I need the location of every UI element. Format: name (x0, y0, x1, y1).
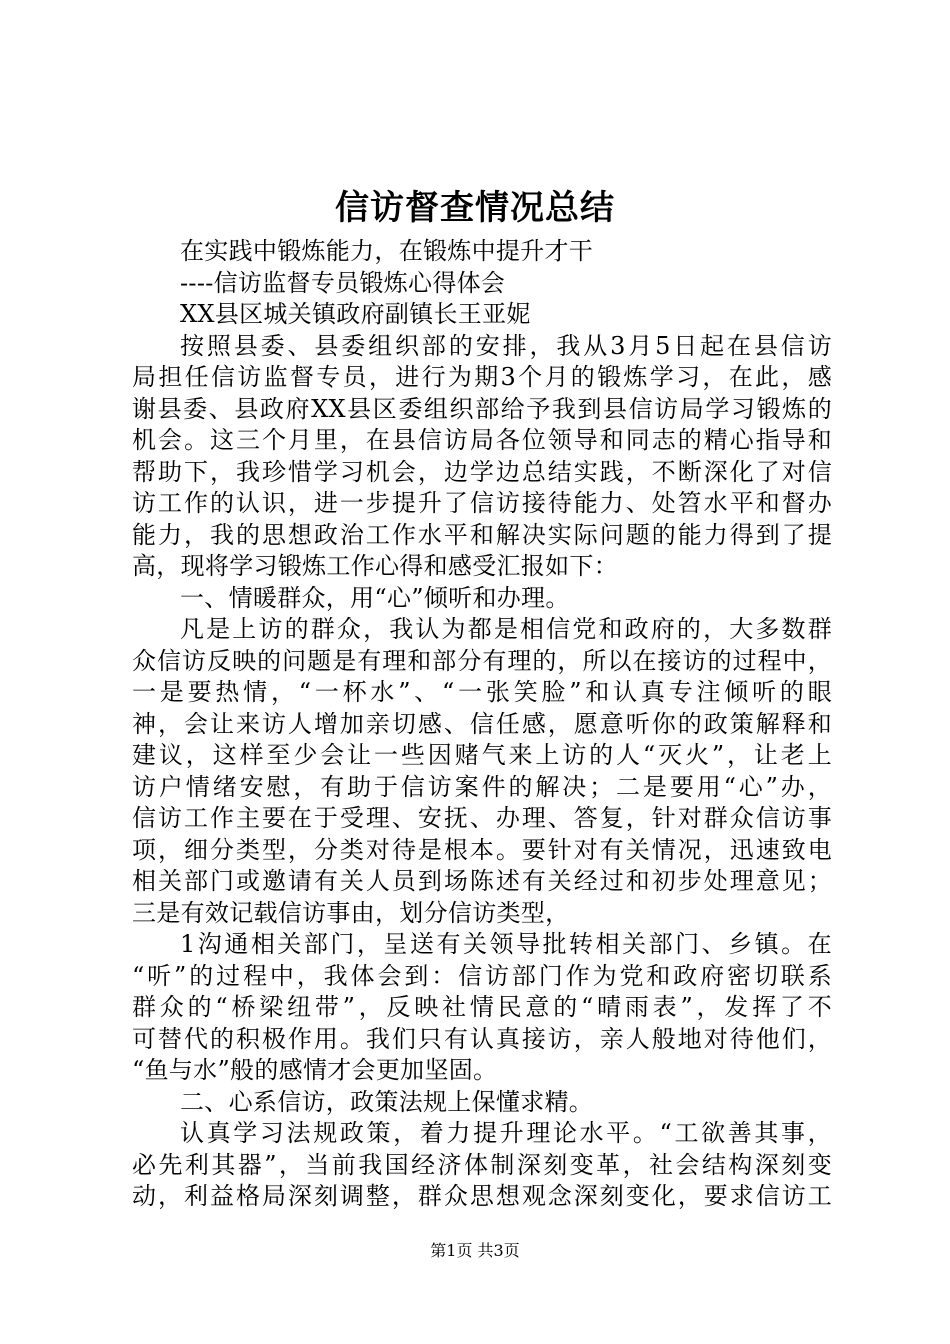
text-line: 认真学习法规政策，着力提升理论水平。“工欲善其事， (180, 1119, 832, 1147)
text-line: 群众的“桥梁纽带”，反映社情民意的“晴雨表”，发挥了不 (132, 993, 832, 1021)
text-line: 一、情暖群众，用“心”倾听和办理。 (180, 583, 570, 612)
text-line: XX县区城关镇政府副镇长王亚妮 (180, 300, 531, 328)
text-line: 相关部门或邀请有关人员到场陈述有关经过和初步处理意见； (132, 867, 832, 895)
text-line: 访户情绪安慰，有助于信访案件的解决；二是要用“心”办， (132, 772, 832, 801)
text-line: 必先利其器”，当前我国经济体制深刻变革，社会结构深刻变 (132, 1150, 832, 1179)
text-line: ----信访监督专员锻炼心得体会 (180, 268, 506, 297)
text-line: 访工作的认识，进一步提升了信访接待能力、处笤水平和督办 (132, 489, 832, 517)
text-line: 可替代的积极作用。我们只有认真接访，亲人般地对待他们， (132, 1024, 832, 1053)
text-line: 众信访反映的问题是有理和部分有理的，所以在接访的过程中， (132, 646, 832, 675)
document-body (132, 236, 832, 1213)
text-line: 二、心系信访，政策法规上保懂求精。 (180, 1087, 594, 1116)
text-line: 谢县委、县政府XX县区委组织部给予我到县信访局学习锻炼的 (132, 394, 832, 423)
text-line: 能力，我的思想政治工作水平和解决实际问题的能力得到了提 (132, 520, 832, 549)
text-line: 帮助下，我珍惜学习机会，边学边总结实践，不断深化了对信 (132, 457, 832, 486)
text-line: 神，会让来访人增加亲切感、信任感，愿意听你的政策解释和 (132, 709, 832, 738)
page-footer: 第1页 共3页 (430, 1241, 520, 1260)
text-line: 1沟通相关部门，呈送有关领导批转相关部门、乡镇。在 (180, 930, 832, 958)
text-line: 高，现将学习锻炼工作心得和感受汇报如下： (132, 552, 618, 580)
text-line: “听”的过程中，我体会到：信访部门作为党和政府密切联系 (132, 961, 832, 990)
text-line: “鱼与水”般的感情才会更加坚固。 (132, 1056, 498, 1084)
text-line: 建议，这样至少会让一些因赌气来上访的人“灭火”，让老上 (132, 741, 832, 769)
text-line: 一是要热情，“一杯水”、“一张笑脸”和认真专注倾听的眼 (132, 678, 832, 706)
text-line: 凡是上访的群众，我认为都是相信党和政府的，大多数群 (180, 615, 832, 643)
text-line: 局担任信访监督专员，进行为期3个月的锻炼学习，在此，感 (132, 363, 832, 391)
text-line: 三是有效记载信访事由，划分信访类型， (132, 898, 570, 927)
document-title: 信访督查情况总结 (335, 188, 615, 228)
text-line: 在实践中锻炼能力，在锻炼中提升才干 (180, 237, 594, 265)
text-line: 动，利益格局深刻调整，群众思想观念深刻变化，要求信访工 (132, 1182, 832, 1210)
text-line: 项，细分类型，分类对待是根本。要针对有关情况，迅速致电 (132, 835, 832, 864)
text-line: 机会。这三个月里，在县信访局各位领导和同志的精心指导和 (132, 426, 832, 454)
text-line: 信访工作主要在于受理、安抚、办理、答复，针对群众信访事 (132, 804, 832, 832)
text-line: 按照县委、县委组织部的安排，我从3月5日起在县信访 (180, 331, 832, 360)
